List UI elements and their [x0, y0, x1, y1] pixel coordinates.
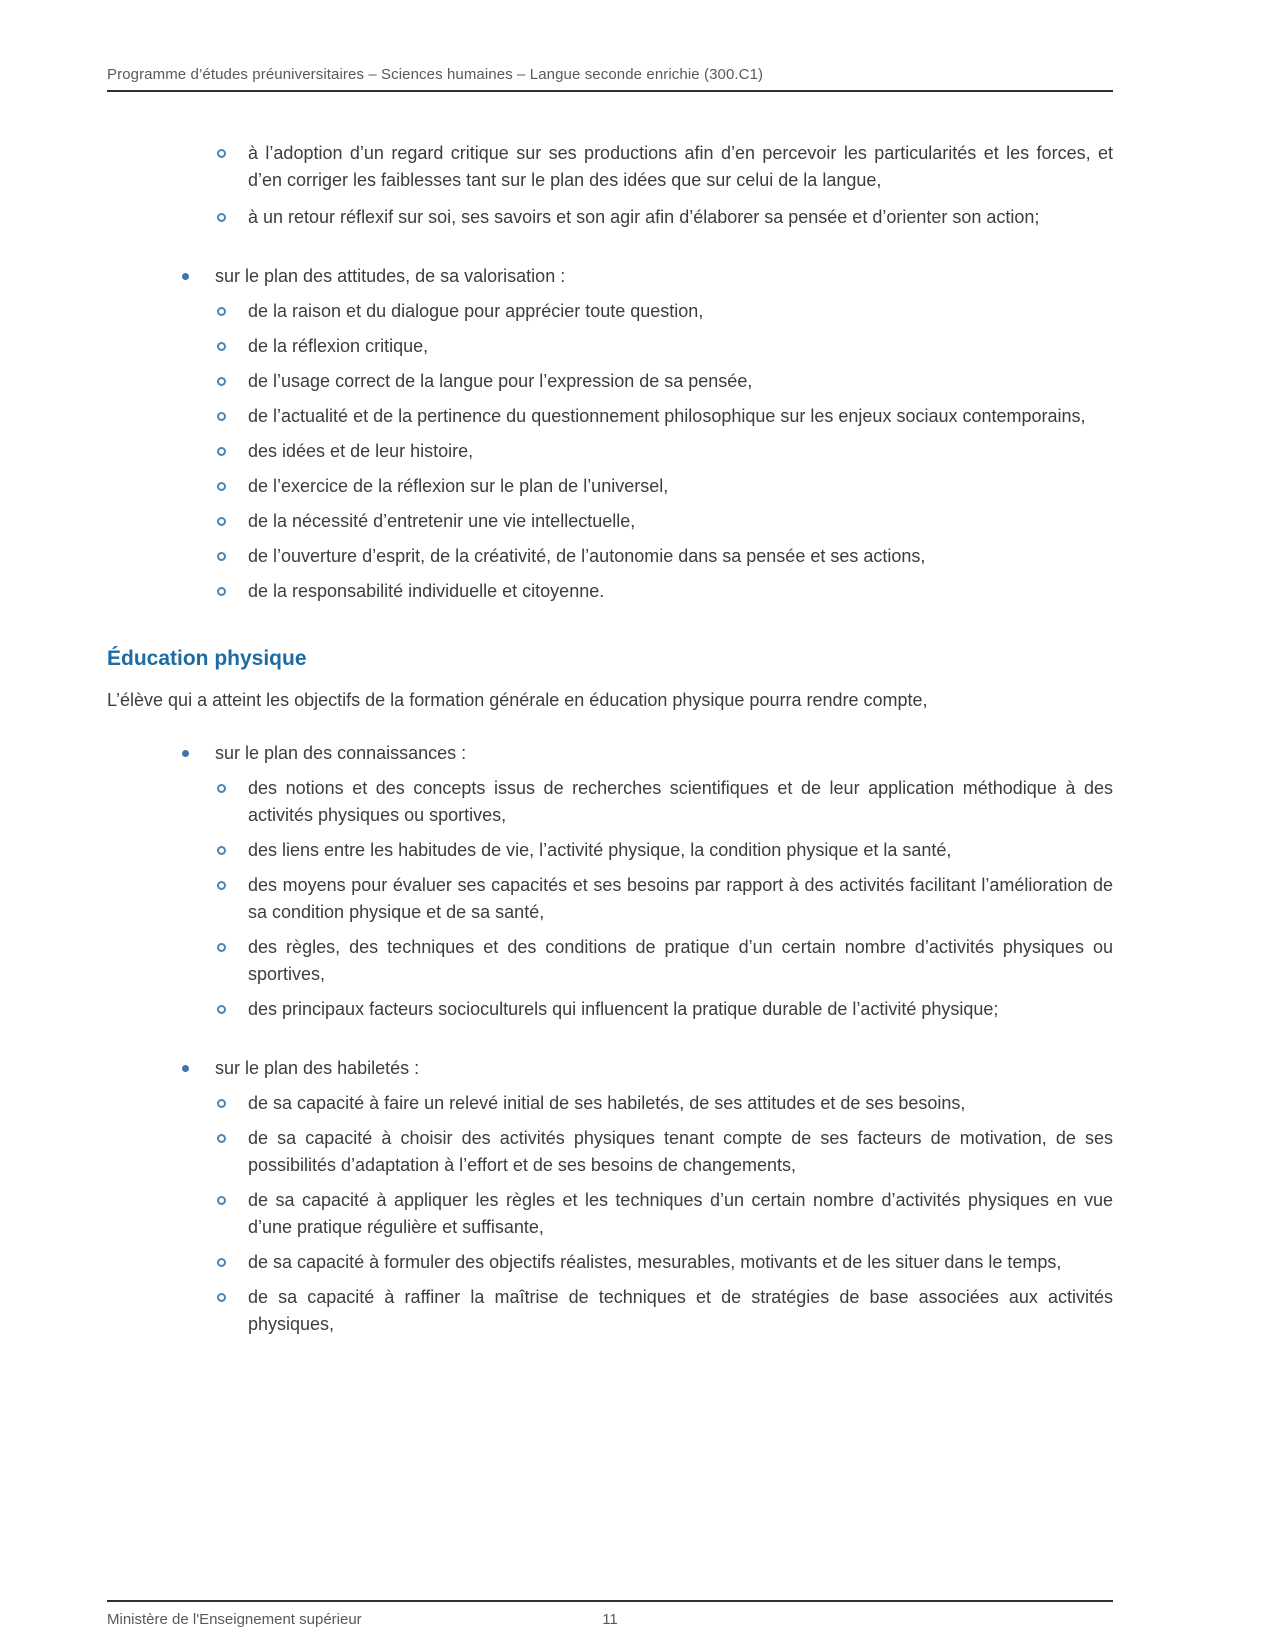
list-item-text: de sa capacité à raffiner la maîtrise de techniques et de stratégies de base associées aux activités physiques, [248, 1287, 1113, 1334]
circle-bullet-icon [217, 1090, 248, 1108]
page-body [107, 140, 1113, 1338]
list-item [107, 438, 1113, 465]
section-heading: Éducation physique [107, 647, 307, 670]
bullet-label: sur le plan des attitudes, de sa valorisation : [215, 266, 566, 286]
circle-bullet-icon [217, 438, 248, 456]
circle-bullet-icon [217, 204, 248, 222]
bullet-item [107, 1055, 1113, 1082]
list-item-text: de l’actualité et de la pertinence du questionnement philosophique sur les enjeux sociaux contemporains, [248, 406, 1086, 426]
list-item-text: des règles, des techniques et des conditions de pratique d’un certain nombre d’activités physiques ou sportives, [248, 937, 1113, 984]
list-item [107, 1090, 1113, 1117]
list-item [107, 543, 1113, 570]
list-item-text: de la réflexion critique, [248, 336, 429, 356]
header-title: Programme d’études préuniversitaires – Sciences humaines – Langue seconde enrichie (300.C1) [107, 66, 764, 83]
circle-bullet-icon [217, 934, 248, 952]
circle-bullet-icon [217, 837, 248, 855]
list-item [107, 872, 1113, 926]
list-item-text: de l’usage correct de la langue pour l’expression de sa pensée, [248, 371, 753, 391]
list-item [107, 368, 1113, 395]
circle-bullet-icon [217, 140, 248, 158]
list-item-text: de la raison et du dialogue pour apprécier toute question, [248, 301, 704, 321]
list-item [107, 578, 1113, 605]
list-item-text: à un retour réflexif sur soi, ses savoirs et son agir afin d’élaborer sa pensée et d’orienter son action; [248, 207, 1040, 227]
bullet-label: sur le plan des habiletés : [215, 1058, 420, 1078]
list-item [107, 934, 1113, 988]
circle-bullet-icon [217, 298, 248, 316]
footer-ministry: Ministère de l'Enseignement supérieur [107, 1611, 362, 1628]
list-item [107, 333, 1113, 360]
list-item [107, 775, 1113, 829]
bullet-dot-icon [182, 740, 215, 757]
list-item-text: des liens entre les habitudes de vie, l’activité physique, la condition physique et la santé, [248, 840, 952, 860]
page-number: 11 [602, 1611, 618, 1628]
section-lead-paragraph: L’élève qui a atteint les objectifs de la formation générale en éducation physique pourra rendre compte, [107, 690, 928, 710]
list-item [107, 204, 1113, 231]
bullet-item [107, 740, 1113, 767]
list-item [107, 996, 1113, 1023]
circle-bullet-icon [217, 473, 248, 491]
list-item-text: de sa capacité à formuler des objectifs réalistes, mesurables, motivants et de les situer dans le temps, [248, 1252, 1062, 1272]
page-header [107, 66, 1113, 92]
list-item [107, 298, 1113, 325]
circle-bullet-icon [217, 775, 248, 793]
bullet-dot-icon [182, 1055, 215, 1072]
list-item [107, 1125, 1113, 1179]
list-item [107, 1187, 1113, 1241]
circle-bullet-icon [217, 1125, 248, 1143]
list-item-text: des moyens pour évaluer ses capacités et ses besoins par rapport à des activités facilitant l’amélioration de sa condition physique et de sa santé, [248, 875, 1113, 922]
list-item [107, 473, 1113, 500]
circle-bullet-icon [217, 578, 248, 596]
circle-bullet-icon [217, 872, 248, 890]
list-item [107, 508, 1113, 535]
list-item-text: des principaux facteurs socioculturels qui influencent la pratique durable de l’activité physique; [248, 999, 999, 1019]
list-item-text: de sa capacité à choisir des activités physiques tenant compte de ses facteurs de motivation, de ses possibilités d’adaptation à l’effort et de ses besoins de changements, [248, 1128, 1113, 1175]
bullet-item [107, 263, 1113, 290]
list-item-text: à l’adoption d’un regard critique sur ses productions afin d’en percevoir les particularités et les forces, et d’en corriger les faiblesses tant sur le plan des idées que sur celui de la langue, [248, 143, 1113, 190]
circle-bullet-icon [217, 1187, 248, 1205]
list-item-text: de l’ouverture d’esprit, de la créativité, de l’autonomie dans sa pensée et ses actions, [248, 546, 926, 566]
bullet-label: sur le plan des connaissances : [215, 743, 467, 763]
circle-bullet-icon [217, 403, 248, 421]
bullet-dot-icon [182, 263, 215, 280]
list-item-text: des notions et des concepts issus de recherches scientifiques et de leur application méthodique à des activités physiques ou sportives, [248, 778, 1113, 825]
circle-bullet-icon [217, 1284, 248, 1302]
list-item [107, 1284, 1113, 1338]
circle-bullet-icon [217, 543, 248, 561]
list-item-text: des idées et de leur histoire, [248, 441, 474, 461]
circle-bullet-icon [217, 996, 248, 1014]
list-item-text: de la nécessité d’entretenir une vie intellectuelle, [248, 511, 636, 531]
circle-bullet-icon [217, 508, 248, 526]
list-item [107, 1249, 1113, 1276]
circle-bullet-icon [217, 333, 248, 351]
list-item [107, 140, 1113, 194]
list-item-text: de l’exercice de la réflexion sur le plan de l’universel, [248, 476, 669, 496]
page-footer [107, 1600, 1113, 1628]
circle-bullet-icon [217, 1249, 248, 1267]
list-item-text: de sa capacité à appliquer les règles et les techniques d’un certain nombre d’activités physiques en vue d’une pratique régulière et suffisante, [248, 1190, 1113, 1237]
circle-bullet-icon [217, 368, 248, 386]
list-item [107, 837, 1113, 864]
list-item [107, 403, 1113, 430]
list-item-text: de sa capacité à faire un relevé initial de ses habiletés, de ses attitudes et de ses besoins, [248, 1093, 966, 1113]
list-item-text: de la responsabilité individuelle et citoyenne. [248, 581, 605, 601]
